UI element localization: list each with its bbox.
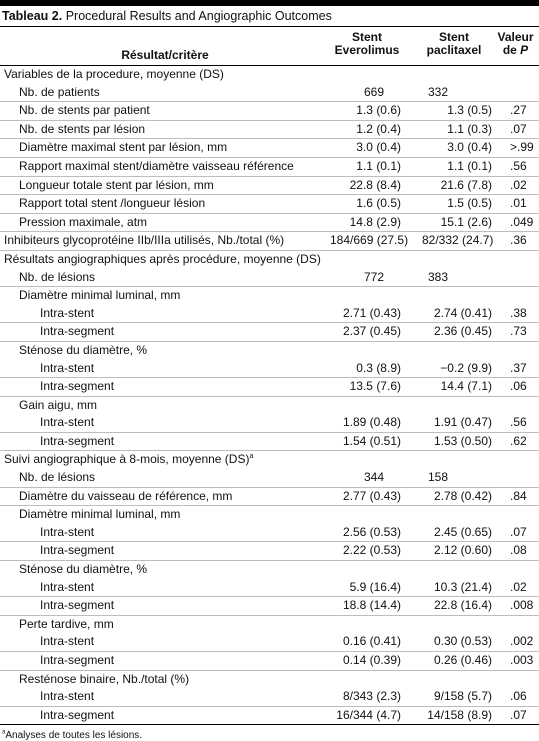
- table-row: [0, 469, 539, 487]
- paclitaxel-value: 1.53 (0.50): [422, 432, 502, 451]
- paclitaxel-value: [422, 451, 502, 469]
- everolimus-value: [330, 506, 422, 524]
- row-label: Intra-segment: [0, 706, 330, 725]
- paclitaxel-value: [422, 561, 502, 579]
- p-value: .38: [502, 305, 539, 323]
- row-label: Intra-stent: [0, 414, 330, 432]
- p-value: .56: [502, 157, 539, 176]
- row-label: Diamètre minimal luminal, mm: [19, 288, 181, 303]
- row-label: Nb. de lésions: [0, 269, 330, 287]
- paclitaxel-value: [422, 506, 502, 524]
- table-row: [0, 652, 539, 671]
- everolimus-value: 2.77 (0.43): [330, 487, 422, 506]
- table-row: [0, 432, 539, 451]
- paclitaxel-value: 1.1 (0.3): [422, 120, 502, 139]
- table-title: [0, 6, 539, 26]
- table-row: [0, 213, 539, 232]
- row-label: Rapport maximal stent/diamètre vaisseau référence: [0, 157, 330, 176]
- p-value: .002: [502, 633, 539, 651]
- row-label: Intra-segment: [0, 652, 330, 671]
- table-row: [0, 84, 539, 102]
- paclitaxel-value: 0.26 (0.46): [422, 652, 502, 671]
- table-row: [0, 323, 539, 342]
- p-value: [502, 341, 539, 359]
- p-value: .07: [502, 706, 539, 725]
- everolimus-value: 1.6 (0.5): [330, 195, 422, 214]
- row-label: Inhibiteurs glycoprotéine IIb/IIIa utilisés, Nb./total (%): [0, 232, 330, 251]
- row-label: Perte tardive, mm: [19, 616, 114, 631]
- table-row: [0, 305, 539, 323]
- everolimus-value: 3.0 (0.4): [330, 139, 422, 158]
- row-label: Intra-stent: [0, 524, 330, 542]
- paclitaxel-value: 10.3 (21.4): [422, 579, 502, 597]
- p-value: [502, 66, 539, 84]
- row-label: Intra-stent: [0, 633, 330, 651]
- table-row: [0, 176, 539, 195]
- p-value: .003: [502, 652, 539, 671]
- everolimus-value: 1.89 (0.48): [330, 414, 422, 432]
- table-row: [0, 414, 539, 432]
- everolimus-value: [330, 250, 422, 268]
- p-value: .84: [502, 487, 539, 506]
- row-label: Suivi angiographique à 8-mois, moyenne (DS)$^a$: [4, 452, 254, 467]
- paclitaxel-value: 14/158 (8.9): [422, 706, 502, 725]
- paclitaxel-value: −0.2 (9.9): [422, 360, 502, 378]
- table-caption: Procedural Results and Angiographic Outcomes: [65, 9, 332, 23]
- everolimus-value: 669: [330, 84, 422, 102]
- paclitaxel-value: [422, 670, 502, 688]
- row-label: Résultats angiographiques après procédure, moyenne (DS): [4, 251, 321, 266]
- p-value: [502, 670, 539, 688]
- table-row: [0, 232, 539, 251]
- table-row: [0, 615, 539, 633]
- everolimus-value: 2.37 (0.45): [330, 323, 422, 342]
- p-value: .07: [502, 524, 539, 542]
- p-value: [502, 451, 539, 469]
- everolimus-value: [330, 341, 422, 359]
- p-value: [502, 269, 539, 287]
- paclitaxel-value: 2.74 (0.41): [422, 305, 502, 323]
- paclitaxel-value: 14.4 (7.1): [422, 378, 502, 397]
- row-label: Pression maximale, atm: [0, 213, 330, 232]
- table-row: [0, 195, 539, 214]
- header-everolimus: Stent Everolimus: [334, 30, 400, 57]
- table-row: [0, 287, 539, 305]
- paclitaxel-value: [422, 66, 502, 84]
- table-row: [0, 250, 539, 268]
- everolimus-value: 13.5 (7.6): [330, 378, 422, 397]
- row-label: Intra-segment: [0, 542, 330, 561]
- p-value: .36: [502, 232, 539, 251]
- paclitaxel-value: 21.6 (7.8): [422, 176, 502, 195]
- p-value: >.99: [502, 139, 539, 158]
- paclitaxel-value: 2.36 (0.45): [422, 323, 502, 342]
- everolimus-value: 8/343 (2.3): [330, 688, 422, 706]
- p-value: [502, 506, 539, 524]
- table-row: [0, 360, 539, 378]
- everolimus-value: 1.2 (0.4): [330, 120, 422, 139]
- p-value: .06: [502, 378, 539, 397]
- paclitaxel-value: 1.5 (0.5): [422, 195, 502, 214]
- table-row: [0, 561, 539, 579]
- paclitaxel-value: 2.45 (0.65): [422, 524, 502, 542]
- p-value: .06: [502, 688, 539, 706]
- row-label: Longueur totale stent par lésion, mm: [0, 176, 330, 195]
- p-value: .02: [502, 176, 539, 195]
- p-value: .62: [502, 432, 539, 451]
- everolimus-value: 1.3 (0.6): [330, 102, 422, 121]
- p-value: .07: [502, 120, 539, 139]
- everolimus-value: [330, 287, 422, 305]
- row-label: Intra-stent: [0, 688, 330, 706]
- table-row: [0, 269, 539, 287]
- p-value: .56: [502, 414, 539, 432]
- table-row: [0, 451, 539, 469]
- row-label: Intra-segment: [0, 378, 330, 397]
- table-row: [0, 102, 539, 121]
- everolimus-value: 2.22 (0.53): [330, 542, 422, 561]
- everolimus-value: 0.16 (0.41): [330, 633, 422, 651]
- p-value: .008: [502, 597, 539, 616]
- everolimus-value: [330, 670, 422, 688]
- row-label: Nb. de lésions: [0, 469, 330, 487]
- everolimus-value: [330, 66, 422, 84]
- everolimus-value: 18.8 (14.4): [330, 597, 422, 616]
- p-value: [502, 469, 539, 487]
- everolimus-value: 16/344 (4.7): [330, 706, 422, 725]
- everolimus-value: 1.54 (0.51): [330, 432, 422, 451]
- everolimus-value: [330, 615, 422, 633]
- everolimus-value: 2.71 (0.43): [330, 305, 422, 323]
- everolimus-value: 2.56 (0.53): [330, 524, 422, 542]
- p-value: .049: [502, 213, 539, 232]
- everolimus-value: [330, 396, 422, 414]
- table-row: [0, 139, 539, 158]
- paclitaxel-value: [422, 341, 502, 359]
- row-label: Diamètre minimal luminal, mm: [19, 507, 181, 522]
- p-value: [502, 615, 539, 633]
- paclitaxel-value: 22.8 (16.4): [422, 597, 502, 616]
- everolimus-value: 5.9 (16.4): [330, 579, 422, 597]
- table-row: [0, 120, 539, 139]
- row-label: Diamètre du vaisseau de référence, mm: [0, 487, 330, 506]
- results-table: [0, 66, 539, 725]
- p-value: .27: [502, 102, 539, 121]
- paclitaxel-value: 332: [422, 84, 502, 102]
- table-row: [0, 706, 539, 725]
- table-number: Tableau 2.: [2, 9, 63, 23]
- row-label: Gain aigu, mm: [19, 397, 98, 412]
- paclitaxel-value: 3.0 (0.4): [422, 139, 502, 158]
- paclitaxel-value: 0.30 (0.53): [422, 633, 502, 651]
- p-value: .37: [502, 360, 539, 378]
- row-label: Intra-segment: [0, 323, 330, 342]
- everolimus-value: 772: [330, 269, 422, 287]
- p-value: [502, 84, 539, 102]
- header-paclitaxel: Stent paclitaxel: [426, 30, 482, 57]
- p-value: [502, 250, 539, 268]
- table-row: [0, 633, 539, 651]
- paclitaxel-value: 158: [422, 469, 502, 487]
- paclitaxel-value: [422, 615, 502, 633]
- results-table-body: [0, 66, 539, 725]
- paclitaxel-value: [422, 287, 502, 305]
- paclitaxel-value: 1.3 (0.5): [422, 102, 502, 121]
- everolimus-value: 22.8 (8.4): [330, 176, 422, 195]
- everolimus-value: 1.1 (0.1): [330, 157, 422, 176]
- table-row: [0, 542, 539, 561]
- table-row: [0, 597, 539, 616]
- row-label: Intra-segment: [0, 432, 330, 451]
- p-value: [502, 287, 539, 305]
- row-label: Intra-stent: [0, 305, 330, 323]
- table-row: [0, 506, 539, 524]
- paclitaxel-value: 15.1 (2.6): [422, 213, 502, 232]
- table-row: [0, 341, 539, 359]
- table-row: [0, 524, 539, 542]
- paclitaxel-value: 383: [422, 269, 502, 287]
- everolimus-value: 344: [330, 469, 422, 487]
- row-label: Variables de la procedure, moyenne (DS): [4, 67, 224, 81]
- paclitaxel-value: [422, 396, 502, 414]
- row-label: Intra-stent: [0, 360, 330, 378]
- row-label: Intra-stent: [0, 579, 330, 597]
- table-row: [0, 487, 539, 506]
- paclitaxel-value: 1.1 (0.1): [422, 157, 502, 176]
- everolimus-value: 0.14 (0.39): [330, 652, 422, 671]
- everolimus-value: [330, 451, 422, 469]
- footnote: $^a$Analyses de toutes les lésions.: [2, 730, 143, 741]
- table-row: [0, 579, 539, 597]
- table-row: [0, 396, 539, 414]
- p-value: [502, 561, 539, 579]
- p-value: [502, 396, 539, 414]
- p-value: .73: [502, 323, 539, 342]
- everolimus-value: [330, 561, 422, 579]
- row-label: Nb. de patients: [0, 84, 330, 102]
- paclitaxel-value: [422, 250, 502, 268]
- table-row: [0, 688, 539, 706]
- table-row: [0, 670, 539, 688]
- row-label: Nb. de stents par patient: [0, 102, 330, 121]
- paclitaxel-value: 1.91 (0.47): [422, 414, 502, 432]
- table-row: [0, 66, 539, 84]
- header-p-value: Valeur de P: [497, 30, 534, 57]
- p-value: .08: [502, 542, 539, 561]
- p-value: .02: [502, 579, 539, 597]
- row-label: Diamètre maximal stent par lésion, mm: [0, 139, 330, 158]
- row-label: Sténose du diamètre, %: [19, 562, 148, 577]
- everolimus-value: 14.8 (2.9): [330, 213, 422, 232]
- row-label: Intra-segment: [0, 597, 330, 616]
- paclitaxel-value: 82/332 (24.7): [422, 232, 502, 251]
- row-label: Sténose du diamètre, %: [19, 342, 148, 357]
- row-label: Resténose binaire, Nb./total (%): [19, 671, 190, 686]
- table-row: [0, 378, 539, 397]
- table-row: [0, 157, 539, 176]
- row-label: Nb. de stents par lésion: [0, 120, 330, 139]
- row-label: Rapport total stent /longueur lésion: [0, 195, 330, 214]
- paclitaxel-value: 2.12 (0.60): [422, 542, 502, 561]
- paclitaxel-value: 2.78 (0.42): [422, 487, 502, 506]
- table-header: [0, 27, 539, 66]
- everolimus-value: 184/669 (27.5): [330, 232, 422, 251]
- header-criterion: Résultat/critère: [121, 48, 209, 62]
- everolimus-value: 0.3 (8.9): [330, 360, 422, 378]
- p-value: .01: [502, 195, 539, 214]
- paclitaxel-value: 9/158 (5.7): [422, 688, 502, 706]
